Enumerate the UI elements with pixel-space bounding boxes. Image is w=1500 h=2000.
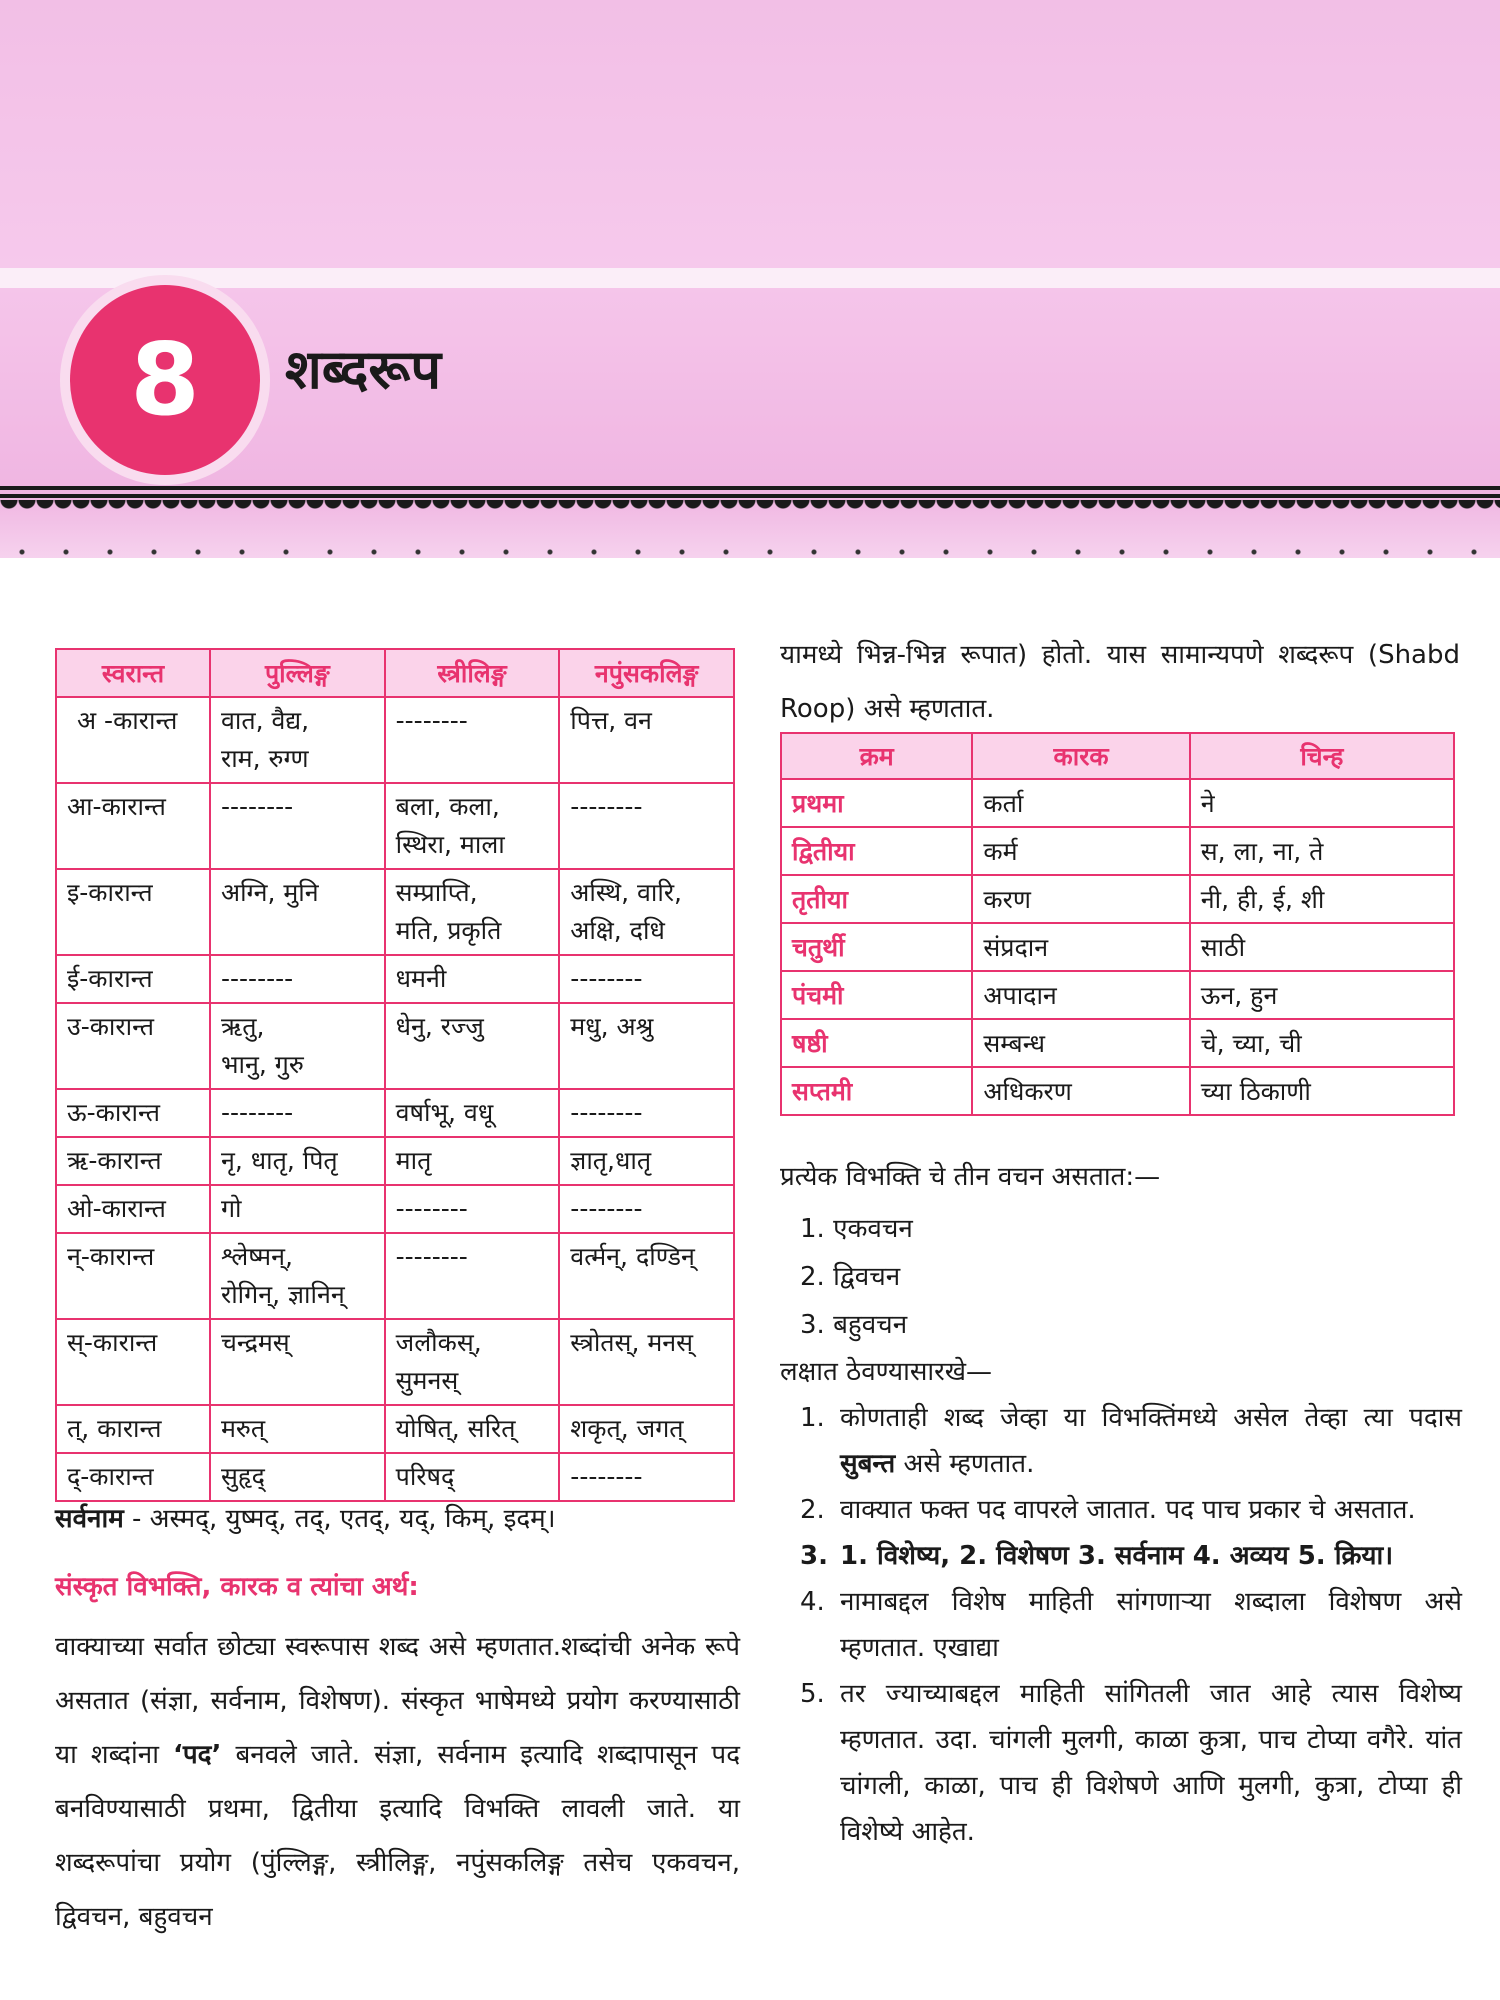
table-row bbox=[781, 971, 1454, 1019]
table-cell: ऊन, हुन bbox=[1190, 971, 1454, 1019]
left-paragraph-text-2: बनवले जाते. संज्ञा, सर्वनाम इत्यादि शब्दापासून पद बनविण्यासाठी प्रथमा, द्वितीया इत्यादि विभक्ति लावली जाते. या शब्दरूपांचा प्रयोग (पुंल्लिङ्ग, स्त्रीलिङ्ग, नपुंसकलिङ्ग तसेच एकवचन, द्विवचन, बहुवचन bbox=[55, 1740, 740, 1932]
table-row bbox=[56, 1003, 734, 1089]
chapter-number: 8 bbox=[130, 321, 200, 438]
item-text: नामाबद्दल विशेष माहिती सांगणाऱ्या शब्दाला विशेषण असे म्हणतात. एखाद्या bbox=[840, 1587, 1462, 1663]
table-cell: स्-कारान्त bbox=[56, 1319, 210, 1405]
table-cell: अपादान bbox=[972, 971, 1189, 1019]
list-item: 1. एकवचन bbox=[800, 1214, 913, 1244]
table-cell: परिषद् bbox=[385, 1453, 560, 1501]
shabdroop-table bbox=[55, 648, 735, 1502]
table-cell: वर्षाभू, वधू bbox=[385, 1089, 560, 1137]
table-cell: प्रथमा bbox=[781, 779, 972, 827]
table-cell: शकृत्, जगत् bbox=[559, 1405, 734, 1453]
table-cell: ने bbox=[1190, 779, 1454, 827]
table-cell: तृतीया bbox=[781, 875, 972, 923]
table-row bbox=[781, 827, 1454, 875]
note-heading: लक्षात ठेवण्यासारखे— bbox=[780, 1357, 993, 1387]
table-row bbox=[781, 1019, 1454, 1067]
list-item bbox=[800, 1533, 1462, 1579]
table-cell: ऋ-कारान्त bbox=[56, 1137, 210, 1185]
table-row bbox=[56, 697, 734, 783]
table-cell: च्या ठिकाणी bbox=[1190, 1067, 1454, 1115]
table-row bbox=[781, 923, 1454, 971]
table-cell: ऊ-कारान्त bbox=[56, 1089, 210, 1137]
table-cell: नी, ही, ई, शी bbox=[1190, 875, 1454, 923]
table-row bbox=[56, 783, 734, 869]
table-cell: पित्त, वन bbox=[559, 697, 734, 783]
table-cell: वर्त्मन्, दण्डिन् bbox=[559, 1233, 734, 1319]
list-item bbox=[800, 1487, 1462, 1533]
table-cell: सुहृद् bbox=[210, 1453, 385, 1501]
vachan-list bbox=[800, 1205, 1440, 1349]
sarvanam-line bbox=[55, 1492, 745, 1546]
table-cell: -------- bbox=[559, 1089, 734, 1137]
table-header: स्वरान्त bbox=[56, 649, 210, 697]
table-cell: मरुत् bbox=[210, 1405, 385, 1453]
border-line-2 bbox=[0, 494, 1500, 498]
notes-list bbox=[800, 1395, 1462, 1855]
item-text-part: कोणताही शब्द जेव्हा या विभक्तिंमध्ये असेल तेव्हा त्या पदास bbox=[840, 1403, 1462, 1433]
table-cell: बला, कला, स्थिरा, माला bbox=[385, 783, 560, 869]
table-header: चिन्ह bbox=[1190, 733, 1454, 779]
table-cell: योषित्, सरित् bbox=[385, 1405, 560, 1453]
dot-border bbox=[0, 548, 1500, 556]
table-row bbox=[56, 1185, 734, 1233]
table-cell: आ-कारान्त bbox=[56, 783, 210, 869]
chapter-title: शब्दरूप bbox=[285, 338, 442, 401]
item-number: 5. bbox=[800, 1679, 825, 1709]
table-row bbox=[56, 1405, 734, 1453]
sarvanam-text: - अस्मद्, युष्मद्, तद्, एतद्, यद्, किम्, इदम्। bbox=[123, 1504, 556, 1534]
item-number: 2. bbox=[800, 1495, 825, 1525]
table-cell: -------- bbox=[559, 955, 734, 1003]
table-cell: षष्ठी bbox=[781, 1019, 972, 1067]
table-cell: पंचमी bbox=[781, 971, 972, 1019]
table-cell: सम्बन्ध bbox=[972, 1019, 1189, 1067]
table-cell: ज्ञातृ,धातृ bbox=[559, 1137, 734, 1185]
table-cell: द्-कारान्त bbox=[56, 1453, 210, 1501]
vibhakti-table bbox=[780, 732, 1455, 1116]
table-cell: ऋतु, भानु, गुरु bbox=[210, 1003, 385, 1089]
item-text: वाक्यात फक्त पद वापरले जातात. पद पाच प्रकार चे असतात. bbox=[840, 1495, 1416, 1525]
item-text bbox=[840, 1395, 1462, 1487]
table-cell: सम्प्राप्ति, मति, प्रकृति bbox=[385, 869, 560, 955]
item-number: 4. bbox=[800, 1587, 825, 1617]
item-number: 3. bbox=[800, 1541, 828, 1571]
table-row bbox=[56, 1137, 734, 1185]
table-header: नपुंसकलिङ्ग bbox=[559, 649, 734, 697]
table-cell: -------- bbox=[210, 1089, 385, 1137]
table-cell: स, ला, ना, ते bbox=[1190, 827, 1454, 875]
list-item: 3. बहुवचन bbox=[800, 1310, 908, 1340]
table-cell: -------- bbox=[559, 1453, 734, 1501]
list-item bbox=[800, 1579, 1462, 1671]
list-item bbox=[800, 1671, 1462, 1855]
table-cell: -------- bbox=[559, 1185, 734, 1233]
header-band bbox=[0, 0, 1500, 268]
table-cell: संप्रदान bbox=[972, 923, 1189, 971]
table-row bbox=[56, 869, 734, 955]
table-cell: -------- bbox=[210, 783, 385, 869]
table-cell: अग्नि, मुनि bbox=[210, 869, 385, 955]
table-header: कारक bbox=[972, 733, 1189, 779]
table-cell: श्लेष्मन्, रोगिन्, ज्ञानिन् bbox=[210, 1233, 385, 1319]
table-cell: -------- bbox=[385, 1233, 560, 1319]
table-cell: अ -कारान्त bbox=[56, 697, 210, 783]
table-row bbox=[56, 1319, 734, 1405]
table-cell: द्वितीया bbox=[781, 827, 972, 875]
table-row bbox=[56, 1233, 734, 1319]
subanta-term: सुबन्त bbox=[840, 1449, 896, 1479]
table-cell: उ-कारान्त bbox=[56, 1003, 210, 1089]
table-cell: चन्द्रमस् bbox=[210, 1319, 385, 1405]
scallop-border bbox=[0, 500, 1500, 514]
table-cell: -------- bbox=[385, 1185, 560, 1233]
table-cell: ई-कारान्त bbox=[56, 955, 210, 1003]
item-number: 1. bbox=[800, 1403, 825, 1433]
table-row bbox=[56, 955, 734, 1003]
table-cell: चे, च्या, ची bbox=[1190, 1019, 1454, 1067]
table-cell: अस्थि, वारि, अक्षि, दधि bbox=[559, 869, 734, 955]
table-row bbox=[781, 875, 1454, 923]
table-cell: धेनु, रज्जु bbox=[385, 1003, 560, 1089]
item-text: तर ज्याच्याबद्दल माहिती सांगितली जात आहे त्यास विशेष्य म्हणतात. उदा. चांगली मुलगी, काळा कुत्रा, पाच टोप्या वगैरे. यांत चांगली, काळा, पाच ही विशेषणे आणि मुलगी, कुत्रा, टोप्या ही विशेष्ये आहेत. bbox=[840, 1679, 1462, 1847]
table-header: क्रम bbox=[781, 733, 972, 779]
table-cell: -------- bbox=[559, 783, 734, 869]
table-body bbox=[781, 779, 1454, 1115]
table-cell: साठी bbox=[1190, 923, 1454, 971]
table-cell: -------- bbox=[210, 955, 385, 1003]
table-cell: न्-कारान्त bbox=[56, 1233, 210, 1319]
list-item bbox=[800, 1395, 1462, 1487]
table-cell: -------- bbox=[385, 697, 560, 783]
table-cell: मातृ bbox=[385, 1137, 560, 1185]
table-cell: अधिकरण bbox=[972, 1067, 1189, 1115]
table-cell: त्, कारान्त bbox=[56, 1405, 210, 1453]
table-row bbox=[56, 1089, 734, 1137]
table-cell: करण bbox=[972, 875, 1189, 923]
right-intro-paragraph: यामध्ये भिन्न-भिन्न रूपात) होतो. यास सामान्यपणे शब्दरूप (Shabd Roop) असे म्हणतात. bbox=[780, 640, 1460, 724]
table-cell: कर्म bbox=[972, 827, 1189, 875]
table-cell: चतुर्थी bbox=[781, 923, 972, 971]
list-item: 2. द्विवचन bbox=[800, 1262, 901, 1292]
table-cell: सप्तमी bbox=[781, 1067, 972, 1115]
item-text-part: असे म्हणतात. bbox=[895, 1449, 1035, 1479]
table-body bbox=[56, 697, 734, 1501]
section-heading: संस्कृत विभक्ति, कारक व त्यांचा अर्थ: bbox=[55, 1572, 419, 1602]
vachan-intro: प्रत्येक विभक्ति चे तीन वचन असतात:— bbox=[780, 1162, 1161, 1192]
table-cell: धमनी bbox=[385, 955, 560, 1003]
chapter-badge bbox=[70, 285, 260, 475]
border-line-top bbox=[0, 486, 1500, 490]
item-text: 1. विशेष्य, 2. विशेषण 3. सर्वनाम 4. अव्यय 5. क्रिया। bbox=[840, 1541, 1394, 1571]
table-cell: गो bbox=[210, 1185, 385, 1233]
table-cell: ओ-कारान्त bbox=[56, 1185, 210, 1233]
table-cell: इ-कारान्त bbox=[56, 869, 210, 955]
left-paragraph bbox=[55, 1620, 740, 1944]
table-header: स्त्रीलिङ्ग bbox=[385, 649, 560, 697]
left-paragraph-text-1: वाक्याच्या सर्वात छोट्या स्वरूपास शब्द असे म्हणतात.शब्दांची अनेक रूपे असतात (संज्ञा, सर्वनाम, विशेषण). संस्कृत भाषेमध्ये प्रयोग करण्यासाठी या शब्दांना bbox=[55, 1632, 740, 1770]
table-cell: स्त्रोतस्, मनस् bbox=[559, 1319, 734, 1405]
table-cell: मधु, अश्रु bbox=[559, 1003, 734, 1089]
table-row bbox=[781, 1067, 1454, 1115]
sarvanam-label: सर्वनाम bbox=[55, 1504, 124, 1534]
decorative-border bbox=[0, 478, 1500, 518]
table-header: पुल्लिङ्ग bbox=[210, 649, 385, 697]
pad-term: ‘पद’ bbox=[173, 1740, 222, 1770]
table-row bbox=[781, 779, 1454, 827]
header-divider bbox=[0, 268, 1500, 288]
table-cell: जलौकस्, सुमनस् bbox=[385, 1319, 560, 1405]
table-cell: वात, वैद्य, राम, रुग्ण bbox=[210, 697, 385, 783]
table-cell: कर्ता bbox=[972, 779, 1189, 827]
table-cell: नृ, धातृ, पितृ bbox=[210, 1137, 385, 1185]
